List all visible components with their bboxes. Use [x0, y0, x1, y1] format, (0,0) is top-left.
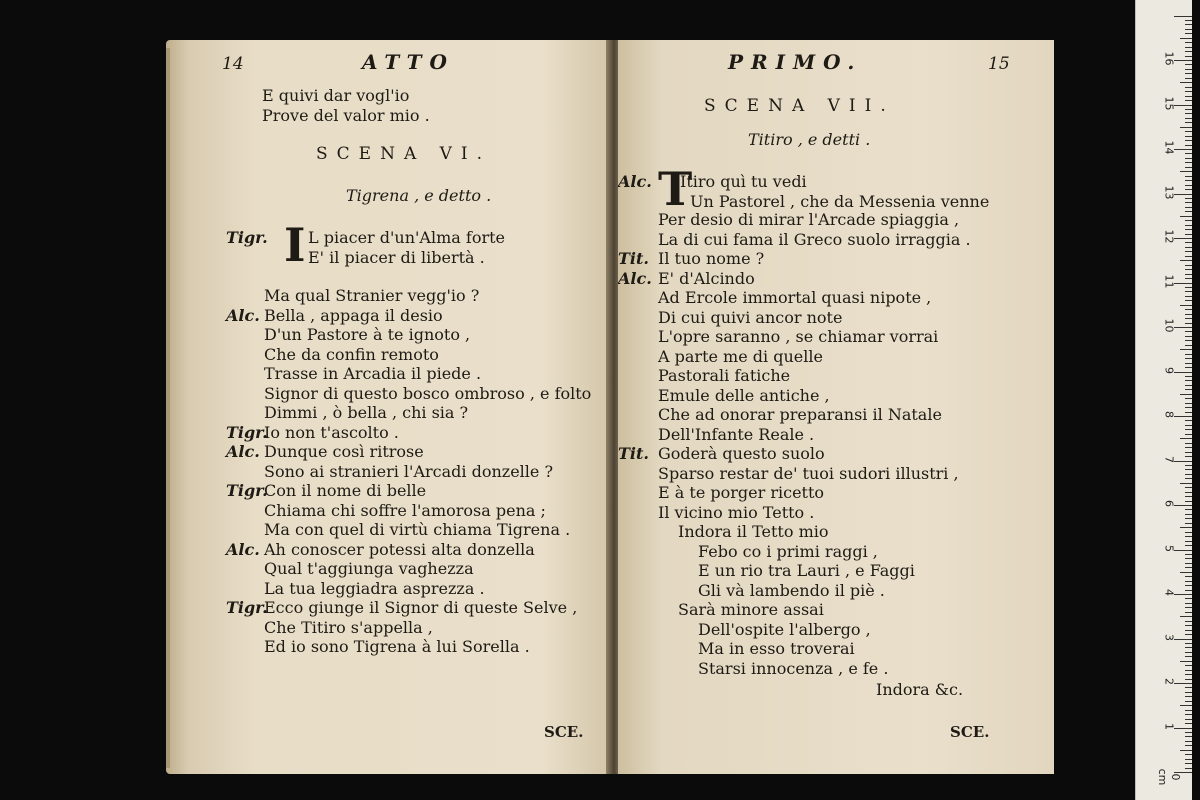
verse-line: E' d'Alcindo: [658, 268, 755, 288]
ruler-tick: [1174, 149, 1192, 150]
ruler-number: 8: [1162, 411, 1176, 418]
ruler-tick: [1185, 603, 1192, 604]
speaker-name: Tigr.: [226, 598, 268, 617]
ruler-tick: [1185, 714, 1192, 715]
verse-line: Bella , appaga il desio: [264, 305, 443, 325]
verse-line: Chiama chi soffre l'amorosa pena ;: [264, 500, 546, 520]
ruler-tick: [1185, 563, 1192, 564]
ruler-tick: [1185, 741, 1192, 742]
ruler-tick: [1185, 692, 1192, 693]
ruler-tick: [1185, 679, 1192, 680]
left-catchword: SCE.: [544, 723, 584, 741]
ruler-tick: [1185, 719, 1192, 720]
ruler-tick: [1185, 581, 1192, 582]
verse-line: Goderà questo suolo: [658, 444, 825, 463]
ruler-tick: [1185, 220, 1192, 221]
ruler-tick: [1185, 33, 1192, 34]
ruler-tick: [1185, 122, 1192, 123]
verse-line: Ma qual Stranier vegg'io ?: [264, 286, 480, 305]
ruler-tick: [1174, 461, 1192, 462]
ruler-tick: [1185, 363, 1192, 364]
ruler-tick: [1185, 452, 1192, 453]
verse-line: Il vicino mio Tetto .: [658, 502, 815, 522]
right-page: [618, 40, 1054, 774]
ruler-tick: [1185, 732, 1192, 733]
ruler-tick: [1185, 29, 1192, 30]
ruler-tick: [1185, 647, 1192, 648]
ruler-tick: [1174, 238, 1192, 239]
verse-line: Dunque così ritrose: [264, 442, 424, 461]
ruler-tick: [1185, 768, 1192, 769]
ruler-tick: [1174, 728, 1192, 729]
ruler-number: 3: [1162, 633, 1176, 641]
ruler-number: 13: [1162, 185, 1176, 199]
ruler-tick: [1180, 483, 1192, 484]
speaker-name: Alc.: [618, 268, 652, 288]
ruler-tick: [1185, 242, 1192, 243]
ruler-tick: [1185, 554, 1192, 555]
ruler-tick: [1185, 153, 1192, 154]
verse-line: Sarà minore assai: [678, 600, 824, 619]
ruler-tick: [1185, 665, 1192, 666]
ruler-tick: [1185, 759, 1192, 760]
ruler-tick: [1185, 167, 1192, 168]
ruler-tick: [1180, 572, 1192, 573]
ruler-tick: [1185, 118, 1192, 119]
verse-line: Il tuo nome ?: [658, 249, 765, 268]
ruler-tick: [1185, 278, 1192, 279]
speaker-name: Tit.: [618, 249, 649, 268]
ruler-tick: [1185, 607, 1192, 608]
verse-line: Signor di questo bosco ombroso , e folto: [264, 383, 592, 403]
ruler-tick: [1180, 349, 1192, 350]
verse-line: Pastorali fatiche: [658, 366, 791, 385]
verse-line: L piacer d'un'Alma forte: [308, 228, 505, 247]
verse-line: Sparso restar de' tuoi sudori illustri ,: [658, 463, 959, 483]
ruler-tick: [1185, 385, 1192, 386]
ruler-tick: [1174, 60, 1192, 61]
left-drop-cap: I: [284, 218, 306, 272]
ruler-tick: [1185, 64, 1192, 65]
right-page-number: 15: [988, 54, 1010, 74]
ruler-tick: [1185, 87, 1192, 88]
ruler-tick: [1174, 372, 1192, 373]
ruler-tick: [1185, 189, 1192, 190]
ruler-tick: [1185, 403, 1192, 404]
verse-line: Sono ai stranieri l'Arcadi donzelle ?: [264, 461, 554, 481]
ruler-tick: [1185, 585, 1192, 586]
ruler-tick: [1185, 545, 1192, 546]
ruler-number: 5: [1162, 544, 1176, 552]
left-page: [166, 40, 610, 774]
verse-line: Che ad onorar preparansi il Natale: [658, 405, 942, 424]
ruler-tick: [1185, 234, 1192, 235]
ruler-tick: [1185, 478, 1192, 479]
ruler-number: 16: [1162, 51, 1176, 66]
ruler-tick: [1185, 136, 1192, 137]
ruler-tick: [1185, 469, 1192, 470]
ruler-number: 15: [1162, 96, 1176, 110]
ruler-number: 14: [1162, 140, 1176, 155]
verse-line: La di cui fama il Greco suolo irraggia .: [658, 229, 971, 249]
ruler-tick: [1185, 314, 1192, 315]
ruler-tick: [1180, 305, 1192, 306]
ruler-number: 2: [1162, 678, 1176, 685]
ruler-tick: [1185, 287, 1192, 288]
verse-line: Indora il Tetto mio: [678, 522, 829, 541]
ruler-tick: [1185, 113, 1192, 114]
ruler-tick: [1185, 412, 1192, 413]
ruler-tick: [1185, 656, 1192, 657]
verse-line: E à te porger ricetto: [658, 483, 825, 502]
ruler-tick: [1185, 323, 1192, 324]
ruler-tick: [1185, 674, 1192, 675]
verse-line: Febo co i primi raggi ,: [698, 541, 878, 561]
ruler-tick: [1180, 171, 1192, 172]
ruler-tick: [1180, 394, 1192, 395]
ruler-tick: [1185, 621, 1192, 622]
ruler-number: 0 cm: [1156, 768, 1182, 786]
ruler-tick: [1185, 309, 1192, 310]
ruler-tick: [1185, 96, 1192, 97]
ruler-tick: [1185, 420, 1192, 421]
ruler-tick: [1185, 443, 1192, 444]
ruler-tick: [1185, 345, 1192, 346]
verse-line: Che Titiro s'appella ,: [264, 617, 433, 637]
ruler-tick: [1185, 429, 1192, 430]
ruler-number: 4: [1162, 589, 1176, 596]
open-book: [166, 40, 1054, 776]
ruler-tick: [1185, 523, 1192, 524]
ruler-tick: [1180, 216, 1192, 217]
ruler-tick: [1185, 265, 1192, 266]
ruler-number: 1: [1162, 722, 1176, 730]
ruler-tick: [1185, 256, 1192, 257]
left-first-speaker: Tigr.: [226, 228, 268, 247]
ruler-tick: [1180, 82, 1192, 83]
ruler-tick: [1185, 251, 1192, 252]
right-catchword: SCE.: [950, 723, 990, 741]
ruler-tick: [1185, 509, 1192, 510]
left-scene-title: SCENA VI.: [316, 144, 492, 164]
right-stage-direction: Titiro , e detti .: [748, 130, 871, 149]
verse-line: E quivi dar vogl'io: [262, 86, 410, 105]
ruler-tick: [1185, 447, 1192, 448]
ruler-tick: [1185, 207, 1192, 208]
ruler-tick: [1185, 465, 1192, 466]
ruler-tick: [1185, 318, 1192, 319]
ruler-tick: [1185, 487, 1192, 488]
ruler-tick: [1174, 594, 1192, 595]
ruler-tick: [1185, 24, 1192, 25]
ruler-tick: [1185, 73, 1192, 74]
speaker-name: Alc.: [226, 539, 260, 559]
right-drop-cap: T: [658, 162, 693, 216]
ruler-tick: [1185, 20, 1192, 21]
ruler-tick: [1185, 541, 1192, 542]
ruler-tick: [1185, 291, 1192, 292]
ruler-tick: [1185, 687, 1192, 688]
ruler-tick: [1185, 763, 1192, 764]
ruler-tick: [1185, 576, 1192, 577]
ruler-tick: [1185, 198, 1192, 199]
ruler-tick: [1185, 47, 1192, 48]
left-stage-direction: Tigrena , e detto .: [346, 186, 492, 205]
ruler-tick: [1180, 527, 1192, 528]
ruler-tick: [1185, 710, 1192, 711]
ruler-tick: [1185, 185, 1192, 186]
right-running-head: PRIMO.: [728, 50, 863, 74]
ruler-tick: [1185, 269, 1192, 270]
ruler-tick: [1174, 505, 1192, 506]
ruler-tick: [1185, 225, 1192, 226]
verse-line: Trasse in Arcadia il piede .: [264, 364, 482, 383]
ruler-tick: [1185, 78, 1192, 79]
ruler-tick: [1185, 131, 1192, 132]
verse-line: A parte me di quelle: [658, 346, 823, 366]
ruler-tick: [1185, 211, 1192, 212]
right-first-speaker: Alc.: [618, 172, 652, 191]
right-scene-title: SCENA VII.: [704, 96, 895, 116]
right-closing-line: Indora &c.: [876, 680, 964, 699]
ruler-tick: [1185, 723, 1192, 724]
ruler-tick: [1185, 492, 1192, 493]
verse-line: Che da confin remoto: [264, 344, 439, 364]
ruler-tick: [1185, 100, 1192, 101]
ruler-tick: [1185, 51, 1192, 52]
verse-line: Prove del valor mio .: [262, 106, 430, 125]
ruler-tick: [1180, 750, 1192, 751]
ruler-tick: [1180, 616, 1192, 617]
ruler-tick: [1185, 652, 1192, 653]
ruler-tick: [1185, 56, 1192, 57]
verse-line: Itiro quì tu vedi: [680, 172, 807, 191]
ruler-tick: [1185, 358, 1192, 359]
ruler-tick: [1185, 514, 1192, 515]
ruler-tick: [1185, 274, 1192, 275]
ruler-number: 12: [1162, 229, 1176, 244]
ruler-tick: [1180, 705, 1192, 706]
verse-line: Emule delle antiche ,: [658, 385, 830, 405]
verse-line: La tua leggiadra asprezza .: [264, 578, 485, 598]
speaker-name: Tit.: [618, 444, 649, 463]
ruler-tick: [1185, 389, 1192, 390]
ruler-tick: [1185, 162, 1192, 163]
ruler-tick: [1185, 398, 1192, 399]
verse-line: Ma con quel di virtù chiama Tigrena .: [264, 520, 571, 539]
ruler-tick: [1185, 558, 1192, 559]
ruler-tick: [1185, 331, 1192, 332]
verse-line: Starsi innocenza , e fe .: [698, 658, 889, 678]
ruler-tick: [1174, 639, 1192, 640]
ruler-tick: [1185, 180, 1192, 181]
speaker-name: Alc.: [226, 305, 260, 325]
ruler-tick: [1174, 16, 1192, 17]
ruler-tick: [1185, 501, 1192, 502]
ruler-tick: [1185, 598, 1192, 599]
verse-line: Ma in esso troverai: [698, 639, 855, 658]
verse-line: Io non t'ascolto .: [264, 422, 399, 442]
ruler-tick: [1185, 300, 1192, 301]
verse-line: E un rio tra Lauri , e Faggi: [698, 561, 915, 580]
ruler-tick: [1185, 407, 1192, 408]
verse-line: Dimmi , ò bella , chi sia ?: [264, 403, 469, 422]
left-page-number: 14: [222, 54, 244, 74]
ruler-tick: [1185, 109, 1192, 110]
ruler-tick: [1185, 296, 1192, 297]
ruler-tick: [1185, 754, 1192, 755]
ruler-tick: [1185, 340, 1192, 341]
ruler-tick: [1185, 158, 1192, 159]
ruler-tick: [1185, 736, 1192, 737]
ruler-tick: [1185, 425, 1192, 426]
verse-line: Ad Ercole immortal quasi nipote ,: [658, 288, 932, 307]
ruler-tick: [1185, 202, 1192, 203]
ruler-tick: [1185, 630, 1192, 631]
ruler-tick: [1185, 634, 1192, 635]
ruler-tick: [1180, 127, 1192, 128]
speaker-name: Alc.: [226, 442, 260, 461]
verse-line: Con il nome di belle: [264, 481, 427, 500]
ruler-number: 9: [1162, 366, 1176, 374]
ruler-tick: [1185, 376, 1192, 377]
page-edge: [166, 48, 170, 768]
ruler-tick: [1185, 612, 1192, 613]
ruler-tick: [1185, 670, 1192, 671]
ruler-tick: [1174, 550, 1192, 551]
verse-line: Dell'Infante Reale .: [658, 424, 815, 444]
ruler-tick: [1185, 474, 1192, 475]
speaker-name: Tigr.: [226, 422, 268, 442]
ruler-tick: [1174, 327, 1192, 328]
ruler-number: 7: [1162, 455, 1176, 463]
verse-line: Un Pastorel , che da Messenia venne: [690, 192, 990, 211]
ruler-tick: [1185, 643, 1192, 644]
ruler-tick: [1185, 140, 1192, 141]
measurement-ruler: [1135, 0, 1192, 800]
ruler-tick: [1185, 354, 1192, 355]
left-running-head: ATTO: [362, 50, 455, 74]
ruler-tick: [1185, 696, 1192, 697]
verse-line: Ah conoscer potessi alta donzella: [264, 539, 535, 559]
ruler-tick: [1185, 536, 1192, 537]
ruler-tick: [1185, 532, 1192, 533]
verse-line: Per desio di mirar l'Arcade spiaggia ,: [658, 210, 960, 229]
ruler-number: 6: [1162, 500, 1176, 507]
ruler-number: 11: [1162, 274, 1176, 288]
ruler-tick: [1185, 590, 1192, 591]
ruler-tick: [1185, 567, 1192, 568]
ruler-tick: [1180, 661, 1192, 662]
verse-line: Qual t'aggiunga vaghezza: [264, 559, 474, 578]
ruler-tick: [1185, 247, 1192, 248]
ruler-tick: [1185, 380, 1192, 381]
verse-line: Di cui quivi ancor note: [658, 307, 843, 327]
ruler-tick: [1185, 701, 1192, 702]
ruler-tick: [1185, 496, 1192, 497]
ruler-tick: [1185, 745, 1192, 746]
ruler-tick: [1185, 176, 1192, 177]
ruler-tick: [1174, 683, 1192, 684]
ruler-tick: [1185, 42, 1192, 43]
ruler-tick: [1185, 69, 1192, 70]
ruler-tick: [1185, 625, 1192, 626]
ruler-tick: [1185, 518, 1192, 519]
ruler-tick: [1185, 91, 1192, 92]
ruler-tick: [1174, 283, 1192, 284]
verse-line: E' il piacer di libertà .: [308, 248, 485, 267]
ruler-tick: [1185, 336, 1192, 337]
ruler-tick: [1180, 260, 1192, 261]
ruler-tick: [1185, 229, 1192, 230]
ruler-tick: [1185, 456, 1192, 457]
verse-line: Dell'ospite l'albergo ,: [698, 619, 871, 639]
verse-line: L'opre saranno , se chiamar vorrai: [658, 327, 939, 346]
ruler-tick: [1180, 438, 1192, 439]
verse-line: D'un Pastore à te ignoto ,: [264, 325, 471, 344]
verse-line: Ed io sono Tigrena à lui Sorella .: [264, 637, 530, 656]
ruler-tick: [1180, 38, 1192, 39]
ruler-tick: [1174, 194, 1192, 195]
ruler-tick: [1174, 105, 1192, 106]
ruler-tick: [1185, 367, 1192, 368]
ruler-number: 10: [1162, 318, 1176, 333]
verse-line: Gli và lambendo il piè .: [698, 580, 885, 600]
ruler-tick: [1185, 434, 1192, 435]
speaker-name: Tigr.: [226, 481, 268, 500]
verse-line: Ecco giunge il Signor di queste Selve ,: [264, 598, 578, 617]
ruler-tick: [1174, 416, 1192, 417]
ruler-tick: [1185, 145, 1192, 146]
